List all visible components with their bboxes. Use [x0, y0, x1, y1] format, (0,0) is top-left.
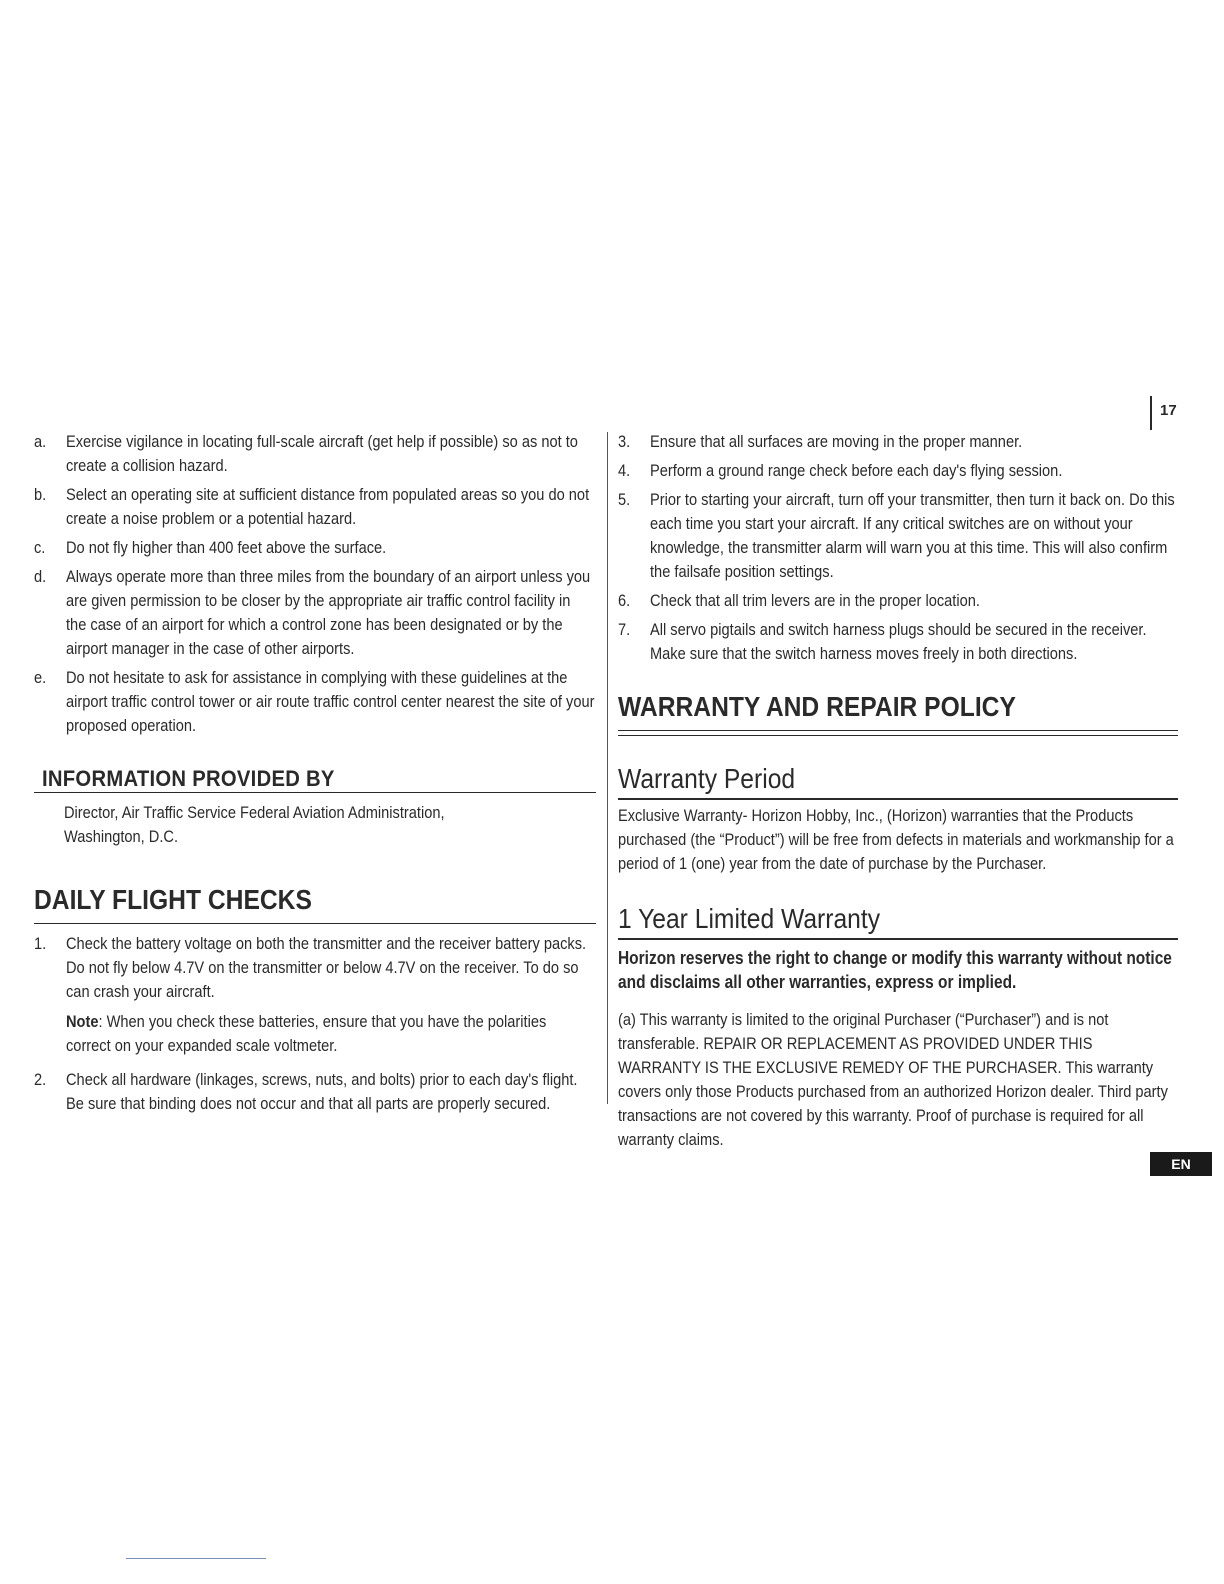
list-marker: 2. — [34, 1070, 47, 1089]
list-marker: 3. — [618, 432, 631, 451]
list-item-text: Perform a ground range check before each day's flying session. — [650, 461, 1063, 480]
limited-warranty-heading: 1 Year Limited Warranty — [618, 903, 881, 934]
list-item — [34, 1068, 596, 1116]
list-item-text: Ensure that all surfaces are moving in the proper manner. — [650, 432, 1023, 451]
list-marker: b. — [34, 485, 47, 504]
list-item-text: Select an operating site at sufficient distance from populated areas so you do not create a noise problem or a potential hazard. — [66, 485, 590, 528]
list-item-text: Do not hesitate to ask for assistance in complying with these guidelines at the airport traffic control tower or air route traffic control center nearest the site of your proposed operation. — [66, 668, 595, 735]
daily-checks-rule — [34, 923, 596, 924]
note — [34, 1010, 596, 1058]
list-item — [618, 618, 1178, 666]
list-item — [34, 666, 596, 738]
safety-list — [34, 430, 596, 738]
warranty-period-text: Exclusive Warranty- Horizon Hobby, Inc., (Horizon) warranties that the Products purchased (the “Product”) will be free from defects in materials and workmanship for a period of 1 (one) year from the date of purchase by the Purchaser. — [618, 806, 1174, 873]
note-text — [66, 1010, 595, 1058]
list-marker: c. — [34, 538, 46, 557]
list-item — [618, 589, 1178, 613]
column-divider — [607, 432, 608, 1104]
list-item-text: All servo pigtails and switch harness plugs should be secured in the receiver. Make sure that the switch harness moves freely in both directions. — [650, 620, 1147, 663]
list-item-text: Check all hardware (linkages, screws, nuts, and bolts) prior to each day's flight. Be sure that binding does not occur and that all parts are properly secured. — [66, 1070, 578, 1113]
list-item-text: Check that all trim levers are in the proper location. — [650, 591, 980, 610]
list-item-text: Prior to starting your aircraft, turn off your transmitter, then turn it back on. Do this each time you start your aircraft. If any critical switches are on without your knowledge, the transmitter alarm will warn you at this time. This will also confirm the failsafe position settings. — [650, 490, 1175, 581]
list-marker: 7. — [618, 620, 631, 639]
info-heading: INFORMATION PROVIDED BY — [42, 766, 335, 791]
footnote-rule — [126, 1558, 266, 1559]
daily-checks-list-right — [618, 430, 1178, 666]
list-marker: 4. — [618, 461, 631, 480]
list-item — [34, 932, 596, 1004]
info-heading-rule — [34, 792, 596, 793]
list-item — [34, 430, 596, 478]
warranty-heading-rule — [618, 730, 1178, 736]
list-item-text: Exercise vigilance in locating full-scale aircraft (get help if possible) so as not to create a collision hazard. — [66, 432, 578, 475]
list-marker: d. — [34, 567, 47, 586]
warranty-period-heading: Warranty Period — [618, 763, 796, 794]
language-tab: EN — [1150, 1152, 1212, 1176]
list-item — [618, 459, 1178, 483]
info-line: Director, Air Traffic Service Federal Aviation Administration, — [64, 803, 445, 822]
disclaimer-text: Horizon reserves the right to change or modify this warranty without notice and disclaims all other warranties, express or implied. — [618, 948, 1172, 992]
page-number: 17 — [1150, 396, 1177, 430]
list-marker: 6. — [618, 591, 631, 610]
list-item — [34, 483, 596, 531]
warranty-heading: WARRANTY AND REPAIR POLICY — [618, 691, 1016, 722]
info-line: Washington, D.C. — [64, 827, 179, 846]
list-marker: e. — [34, 668, 47, 687]
list-marker: 5. — [618, 490, 631, 509]
list-item — [34, 565, 596, 661]
right-column — [618, 430, 1178, 1152]
list-marker: a. — [34, 432, 47, 451]
left-column — [34, 430, 596, 1121]
info-block — [34, 801, 596, 849]
limited-warranty-text: (a) This warranty is limited to the original Purchaser (“Purchaser”) and is not transferable. REPAIR OR REPLACEMENT AS PROVIDED UNDER THIS WARRANTY IS THE EXCLUSIVE REMEDY OF THE PURCHASER. This warranty covers only those Products purchased from an authorized Horizon dealer. Third party transactions are not covered by this warranty. Proof of purchase is required for all warranty claims. — [618, 1010, 1168, 1149]
limited-warranty-rule — [618, 938, 1178, 940]
list-item-text: Check the battery voltage on both the transmitter and the receiver battery packs. Do not fly below 4.7V on the transmitter or below 4.7V on the receiver. To do so can crash your aircraft. — [66, 934, 587, 1001]
daily-checks-list-cont — [34, 1068, 596, 1116]
limited-warranty-disclaimer — [618, 946, 1178, 994]
note-label: Note — [66, 1012, 99, 1031]
daily-checks-heading: DAILY FLIGHT CHECKS — [34, 884, 312, 915]
daily-checks-list — [34, 932, 596, 1004]
list-item — [34, 536, 596, 560]
note-body: : When you check these batteries, ensure that you have the polarities correct on your expanded scale voltmeter. — [66, 1012, 547, 1055]
list-item-text: Always operate more than three miles from the boundary of an airport unless you are given permission to be closer by the appropriate air traffic control facility in the case of an airport for which a control zone has been designated or by the airport manager in the case of other airports. — [66, 567, 591, 658]
list-marker: 1. — [34, 934, 47, 953]
warranty-period-rule — [618, 798, 1178, 800]
list-item-text: Do not fly higher than 400 feet above the surface. — [66, 538, 387, 557]
list-item — [618, 430, 1178, 454]
list-item — [618, 488, 1178, 584]
